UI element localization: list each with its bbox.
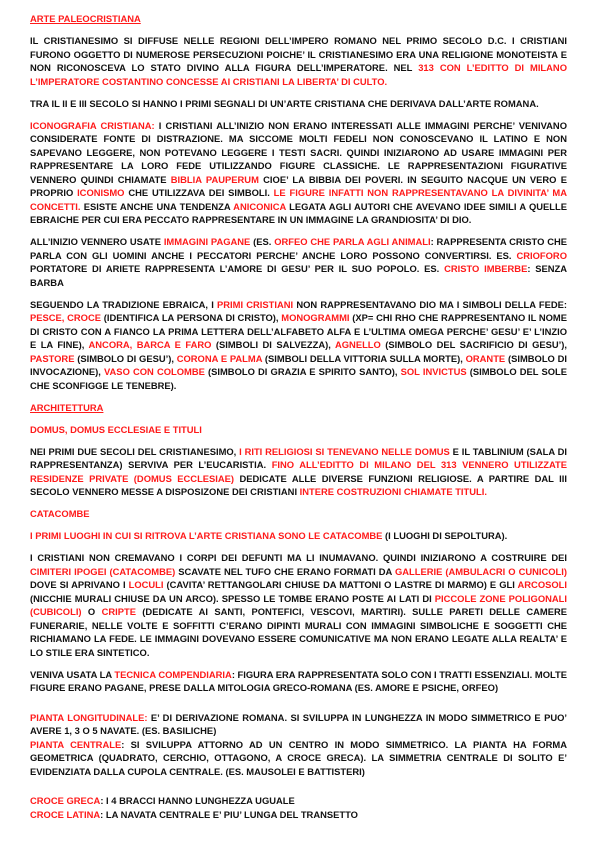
highlighted-text: I PRIMI LUOGHI IN CUI SI RITROVA L’ARTE CRISTIANA SONO LE CATACOMBE [30,530,383,541]
highlighted-text: ICONISMO [77,187,125,198]
text-run: (IDENTIFICA LA PERSONA DI CRISTO), [100,312,282,323]
highlighted-text: LE FIGURE INFATTI NON RAPPRESENTAVANO LA DIVINITA’ MA CONCETTI. [30,187,567,212]
highlighted-text: IMMAGINI PAGANE [163,236,251,247]
text-run: (NICCHIE MURALI CHIUSE DA UN ARCO). SPESSO LE TOMBE ERANO POSTE AI LATI DI [30,592,435,604]
highlighted-text: VASO CON COLOMBE [103,366,205,377]
highlighted-text: CATACOMBE [30,508,90,519]
highlighted-text: ARCOSOLI [517,579,567,590]
text-run: NON RAPPRESENTAVANO DIO MA I SIMBOLI DELLA FEDE: [293,298,567,310]
highlighted-text: LOCULI [128,579,164,590]
highlighted-text: ORFEO CHE PARLA AGLI ANIMALI [274,236,431,247]
text-run: (SIMBOLI DELLA VITTORIA SULLA MORTE), [262,352,466,364]
text-run: (SIMBOLO DEL SACRIFICIO DI GESU’), [380,339,567,350]
paragraph [30,668,567,695]
highlighted-text: I RITI RELIGIOSI SI TENEVANO NELLE DOMUS [239,445,450,457]
highlighted-text: PIANTA LONGITUDINALE: [30,711,148,723]
text-run: PORTATORE DI ARIETE RAPPRESENTA L’AMORE DI GESU’ PER IL SUO POPOLO. ES. [30,263,445,274]
text-run: SCAVATE NEL TUFO CHE ERANO FORMATI DA [175,565,395,577]
text-run: E’ DI DERIVAZIONE ROMANA. SI SVILUPPA IN LUNGHEZZA IN MODO SIMMETRICO E PUO’ AVERE 1, 3 O 5 NAVATE. (ES. BASILICHE) [30,711,568,736]
text-run: : FIGURA ERA RAPPRESENTATA SOLO CON I TRATTI ESSENZIALI. MOLTE FIGURE ERANO PAGANE, PRESE DALLA MITOLOGIA GRECO-ROMANA (ES. AMORE E PSICHE, ORFEO) [30,668,567,693]
text-run: IL CRISTIANESIMO SI DIFFUSE NELLE REGIONI DELL’IMPERO ROMANO NEL PRIMO SECOLO D.C. I CRISTIANI FURONO OGGETTO DI NUMEROSE PERSECUZIONI POICHE’ IL CRISTIANESIMO ERA UNA RELIGIONE MONOTEISTA E NON RICONOSCEVA LO STATO DIVINO ALLA FIGURA DELL’IMPERATORE. NEL [30,35,567,73]
highlighted-text: PICCOLE ZONE POLIGONALI (CUBICOLI) [30,592,567,617]
highlighted-text: BIBLIA PAUPERUM [170,173,259,185]
text-run: DOVE SI APRIVANO I [30,579,129,590]
paragraph [30,738,567,779]
section-heading [30,401,567,415]
highlighted-text: INTERE COSTRUZIONI CHIAMATE TITULI. [299,486,487,497]
highlighted-text: PESCE, CROCE [30,312,101,323]
section-heading [30,507,567,521]
highlighted-text: PRIMI CRISTIANI [217,298,294,310]
highlighted-text: FINO ALL’EDITTO DI MILANO DEL 313 VENNERO UTILIZZATE RESIDENZE PRIVATE (DOMUS ECCLESIAE) [30,459,567,484]
text-run: NEI PRIMI DUE SECOLI DEL CRISTIANESIMO, [30,445,240,457]
paragraph [30,235,567,289]
highlighted-text: PASTORE [30,352,75,364]
paragraph [30,97,567,111]
text-run: (XP= CHI RHO CHE RAPPRESENTANO IL NOME DI CRISTO CON A FIANCO LA PRIMA LETTERA DELL’ALFABETO ALFA E L’ULTIMA OMEGA PERCHE’ GESU’ E’ L’INZIO E LA FINE), [30,312,567,350]
highlighted-text: AGNELLO [334,339,381,350]
text-run: LEGATA AGLI AUTORI CHE AVEVANO IDEE SIMILI A QUELLE EBRAICHE PER CUI ERA PECCATO RAPPRESENTARE IN UN IMMAGINE LA GRANDIOSITA’ DI DIO. [30,200,567,225]
section-heading [30,12,567,26]
text-run: ESISTE ANCHE UNA TENDENZA [80,200,234,212]
highlighted-text: ANCORA, BARCA E FARO [88,339,212,350]
text-run: VENIVA USATA LA [30,668,115,680]
highlighted-text: CROCE LATINA [30,808,101,820]
text-run: CHE UTILIZZAVA DEI SIMBOLI. [124,187,274,198]
text-run: (I LUOGHI DI SEPOLTURA). [382,530,508,541]
text-run: : LA NAVATA CENTRALE E’ PIU’ LUNGA DEL TRANSETTO [100,808,358,820]
highlighted-text: MONOGRAMMI [281,312,350,323]
paragraph [30,119,567,227]
highlighted-text: TECNICA COMPENDIARIA [114,668,232,680]
text-run: : SI SVILUPPA ATTORNO AD UN CENTRO IN MODO SIMMETRICO. LA PIANTA HA FORMA GEOMETRICA (QUADRATO, CERCHIO, OTTAGONO, A CROCE GRECA). LA SIMMETRIA CENTRALE DI SOLITO E’ EVIDENZIATA DALLA CUPOLA CENTRALE. (ES. MAUSOLEI E BATTISTERI) [30,738,567,777]
paragraph [30,808,567,822]
text-run: : SENZA BARBA [30,263,567,288]
highlighted-text: CIMITERI IPOGEI (CATACOMBE) [30,565,176,577]
text-run: O [81,606,102,617]
paragraph [30,711,567,738]
highlighted-text: CROCE GRECA [30,795,101,806]
text-run: (DEDICATE AI SANTI, PONTEFICI, VESCOVI, MARTIRI). SULLE PARETI DELLE CAMERE FUNERARIE, NELLE VOLTE E SOFFITTI C’ERANO DIPINTI MURALI CON IMMAGINI SIMBOLICHE E SOGGETTI CHE RICHIAMANO LA FEDE. LE IMMAGINI DOVEVANO ESSERE COMUNICATIVE MA NON ERANO LEGATE ALLA REALTA’ E LO STILE ERA SINTETICO. [30,606,567,658]
highlighted-text: CORONA E PALMA [176,352,263,364]
text-run: (SIMBOLO DEL SOLE CHE SCONFIGGE LE TENEBRE). [30,366,567,391]
text-run: SEGUENDO LA TRADIZIONE EBRAICA, I [30,298,218,310]
highlighted-text: ANICONICA [233,200,286,212]
highlighted-text: SOL INVICTUS [400,366,467,377]
section-heading [30,423,567,437]
text-run: (SIMBOLO DI INVOCAZIONE), [30,352,567,377]
paragraph [30,794,567,808]
highlighted-text: DOMUS, DOMUS ECCLESIAE E TITULI [30,423,202,435]
text-run: : I 4 BRACCI HANNO LUNGHEZZA UGUALE [100,795,295,806]
text-run: I CRISTIANI ALL’INIZIO NON ERANO INTERESSATI ALLE IMMAGINI PERCHE’ VENIVANO CONSIDERATE FONTE DI DISTRAZIONE. MA SICCOME MOLTI FEDELI NON CONOSCEVANO IL LATINO E NON SAPEVANO LEGGERE, NON POTEVANO LEGGERE I TESTI SACRI. QUINDI INIZIARONO AD USARE IMMAGINI PER RAPPRESENTARE LA LORO FEDE UTILIZZANDO FIGURE CLASSICHE. LE RAPPRESENTAZIONI FIGURATIVE VENNERO QUINDI CHIAMATE [30,119,567,185]
text-run: CIOE’ LA BIBBIA DEI POVERI. IN SEGUITO NACQUE UN VERO E PROPRIO [30,173,567,198]
text-run: (SIMBOLO DI GESU’), [74,352,177,364]
highlighted-text: ARTE PALEOCRISTIANA [30,13,141,24]
text-run: ALL’INIZIO VENNERO USATE [30,236,164,247]
paragraph [30,445,567,499]
highlighted-text: 313 CON L’EDITTO DI MILANO L’IMPERATORE COSTANTINO CONCESSE AI CRISTIANI LA LIBERTA’ DI CULTO. [30,62,567,87]
highlighted-text: PIANTA CENTRALE [30,738,122,750]
paragraph [30,298,567,393]
text-run: I CRISTIANI NON CREMAVANO I CORPI DEI DEFUNTI MA LI INUMAVANO. QUINDI INIZIARONO A COSTRUIRE DEI [30,552,567,563]
highlighted-text: ARCHITETTURA [30,401,104,413]
text-run: (CAVITA’ RETTANGOLARI CHIUSE DA MATTONI O LASTRE DI MARMO) E GLI [163,579,518,590]
paragraph [30,529,567,543]
highlighted-text: CRIPTE [101,606,136,617]
highlighted-text: CRIOFORO [516,249,567,261]
paragraph [30,34,567,88]
highlighted-text: CRISTO IMBERBE [444,263,528,274]
highlighted-text: GALLERIE (AMBULACRI O CUNICOLI) [394,565,567,577]
text-run: (ES. [250,236,275,247]
text-run: DEDICATE ALLE DIVERSE FUNZIONI RELIGIOSE. A PARTIRE DAL III SECOLO VENNERO MESSE A DISPOSIZONE DEI CRISTIANI [30,472,567,497]
text-run: (SIMBOLI DI SALVEZZA), [211,339,335,350]
highlighted-text: ICONOGRAFIA CRISTIANA: [30,119,155,131]
text-run: E IL TABLINIUM (SALA DI RAPPRESENTANZA) SERVIVA PER L’EUCARISTIA. [30,445,567,470]
text-run: TRA IL II E III SECOLO SI HANNO I PRIMI SEGNALI DI UN’ARTE CRISTIANA CHE DERIVAVA DALL’ARTE ROMANA. [30,97,539,109]
highlighted-text: ORANTE [465,352,506,364]
text-run: : RAPPRESENTA CRISTO CHE PARLA CON GLI UOMINI ANCHE I PECCATORI PERCHE’ ANCHE LORO POSSONO CONVERTIRSI. ES. [30,236,568,261]
paragraph [30,551,567,659]
document-page [30,12,567,830]
text-run: (SIMBOLO DI GRAZIA E SPIRITO SANTO), [204,366,401,377]
